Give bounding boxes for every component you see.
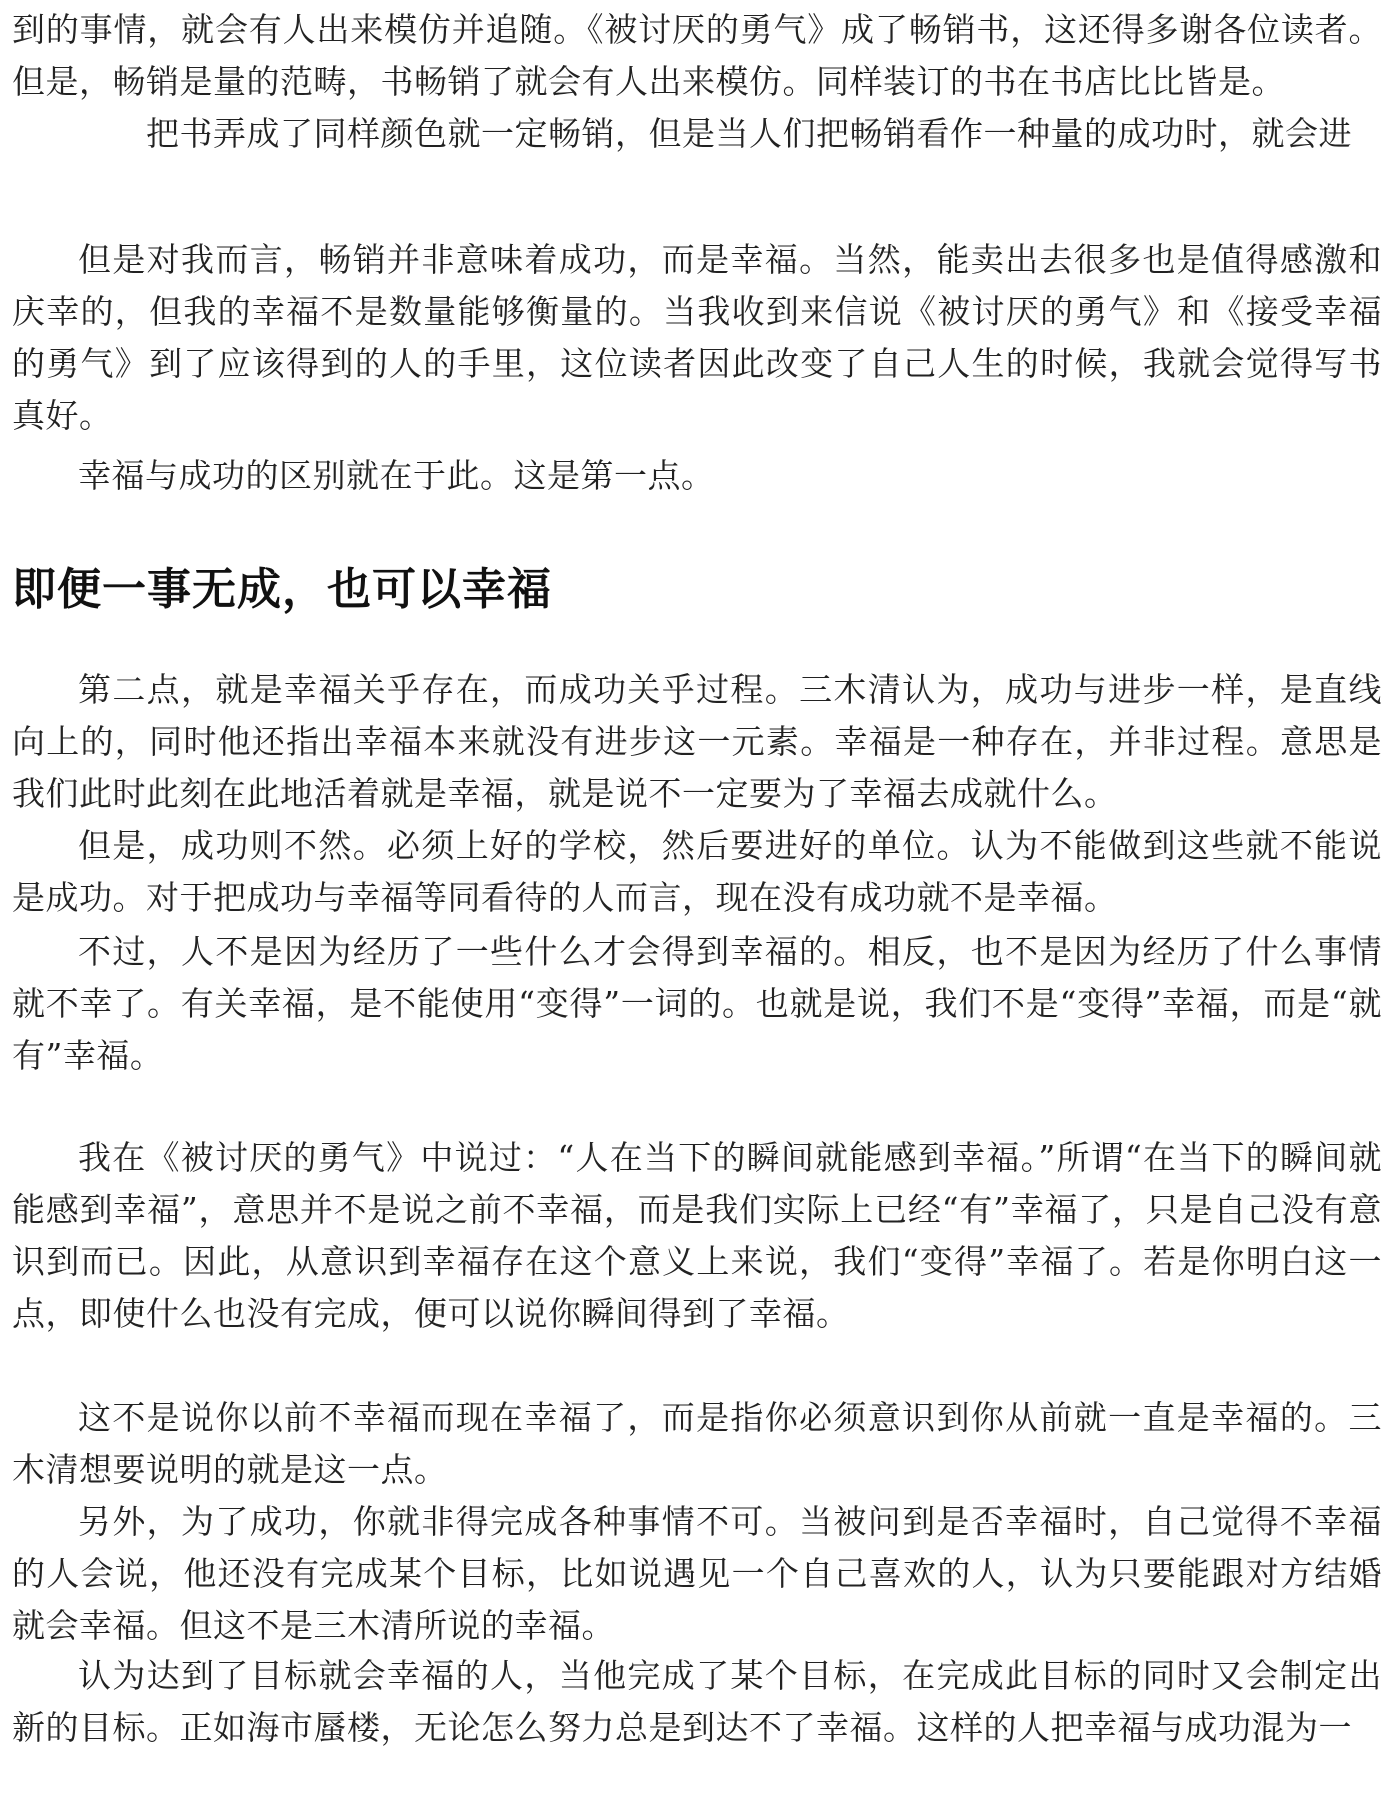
- paragraph-bottom-7: 认为达到了目标就会幸福的人，当他完成了某个目标，在完成此目标的同时又会制定出新的目标。正如海市蜃楼，无论怎么努力总是到达不了幸福。这样的人把幸福与成功混为一: [12, 1656, 1382, 1747]
- paragraph-mid-2: 幸福与成功的区别就在于此。这是第一点。: [78, 456, 715, 495]
- paragraph-bottom-6: 另外，为了成功，你就非得完成各种事情不可。当被问到是否幸福时，自己觉得不幸福的人会说，他还没有完成某个目标，比如说遇见一个自己喜欢的人，认为只要能跟对方结婚就会幸福。但这不是三木清所说的幸福。: [12, 1502, 1382, 1645]
- paragraph-mid-1: 但是对我而言，畅销并非意味着成功，而是幸福。当然，能卖出去很多也是值得感激和庆幸的，但我的幸福不是数量能够衡量的。当我收到来信说《被讨厌的勇气》和《接受幸福的勇气》到了应该得到的人的手里，这位读者因此改变了自己人生的时候，我就会觉得写书真好。: [12, 240, 1382, 435]
- paragraph-bottom-5: 这不是说你以前不幸福而现在幸福了，而是指你必须意识到你从前就一直是幸福的。三木清想要说明的就是这一点。: [12, 1398, 1382, 1489]
- paragraph-bottom-3: 不过，人不是因为经历了一些什么才会得到幸福的。相反，也不是因为经历了什么事情就不幸了。有关幸福，是不能使用“变得”一词的。也就是说，我们不是“变得”幸福，而是“就有”幸福。: [12, 932, 1382, 1075]
- paragraph-bottom-2: 但是，成功则不然。必须上好的学校，然后要进好的单位。认为不能做到这些就不能说是成功。对于把成功与幸福等同看待的人而言，现在没有成功就不是幸福。: [12, 826, 1382, 917]
- paragraph-bottom-1: 第二点，就是幸福关乎存在，而成功关乎过程。三木清认为，成功与进步一样，是直线向上的，同时他还指出幸福本来就没有进步这一元素。幸福是一种存在，并非过程。意思是我们此时此刻在此地活着就是幸福，就是说不一定要为了幸福去成就什么。: [12, 670, 1382, 813]
- paragraph-top-2: 把书弄成了同样颜色就一定畅销，但是当人们把畅销看作一种量的成功时，就会进: [146, 114, 1352, 153]
- section-heading: 即便一事无成，也可以幸福: [12, 564, 552, 615]
- paragraph-bottom-4: 我在《被讨厌的勇气》中说过：“人在当下的瞬间就能感到幸福。”所谓“在当下的瞬间就能感到幸福”，意思并不是说之前不幸福，而是我们实际上已经“有”幸福了，只是自己没有意识到而已。因此，从意识到幸福存在这个意义上来说，我们“变得”幸福了。若是你明白这一点，即使什么也没有完成，便可以说你瞬间得到了幸福。: [12, 1138, 1382, 1333]
- paragraph-top-1: 到的事情，就会有人出来模仿并追随。《被讨厌的勇气》成了畅销书，这还得多谢各位读者。但是，畅销是量的范畴，书畅销了就会有人出来模仿。同样装订的书在书店比比皆是。: [12, 10, 1382, 101]
